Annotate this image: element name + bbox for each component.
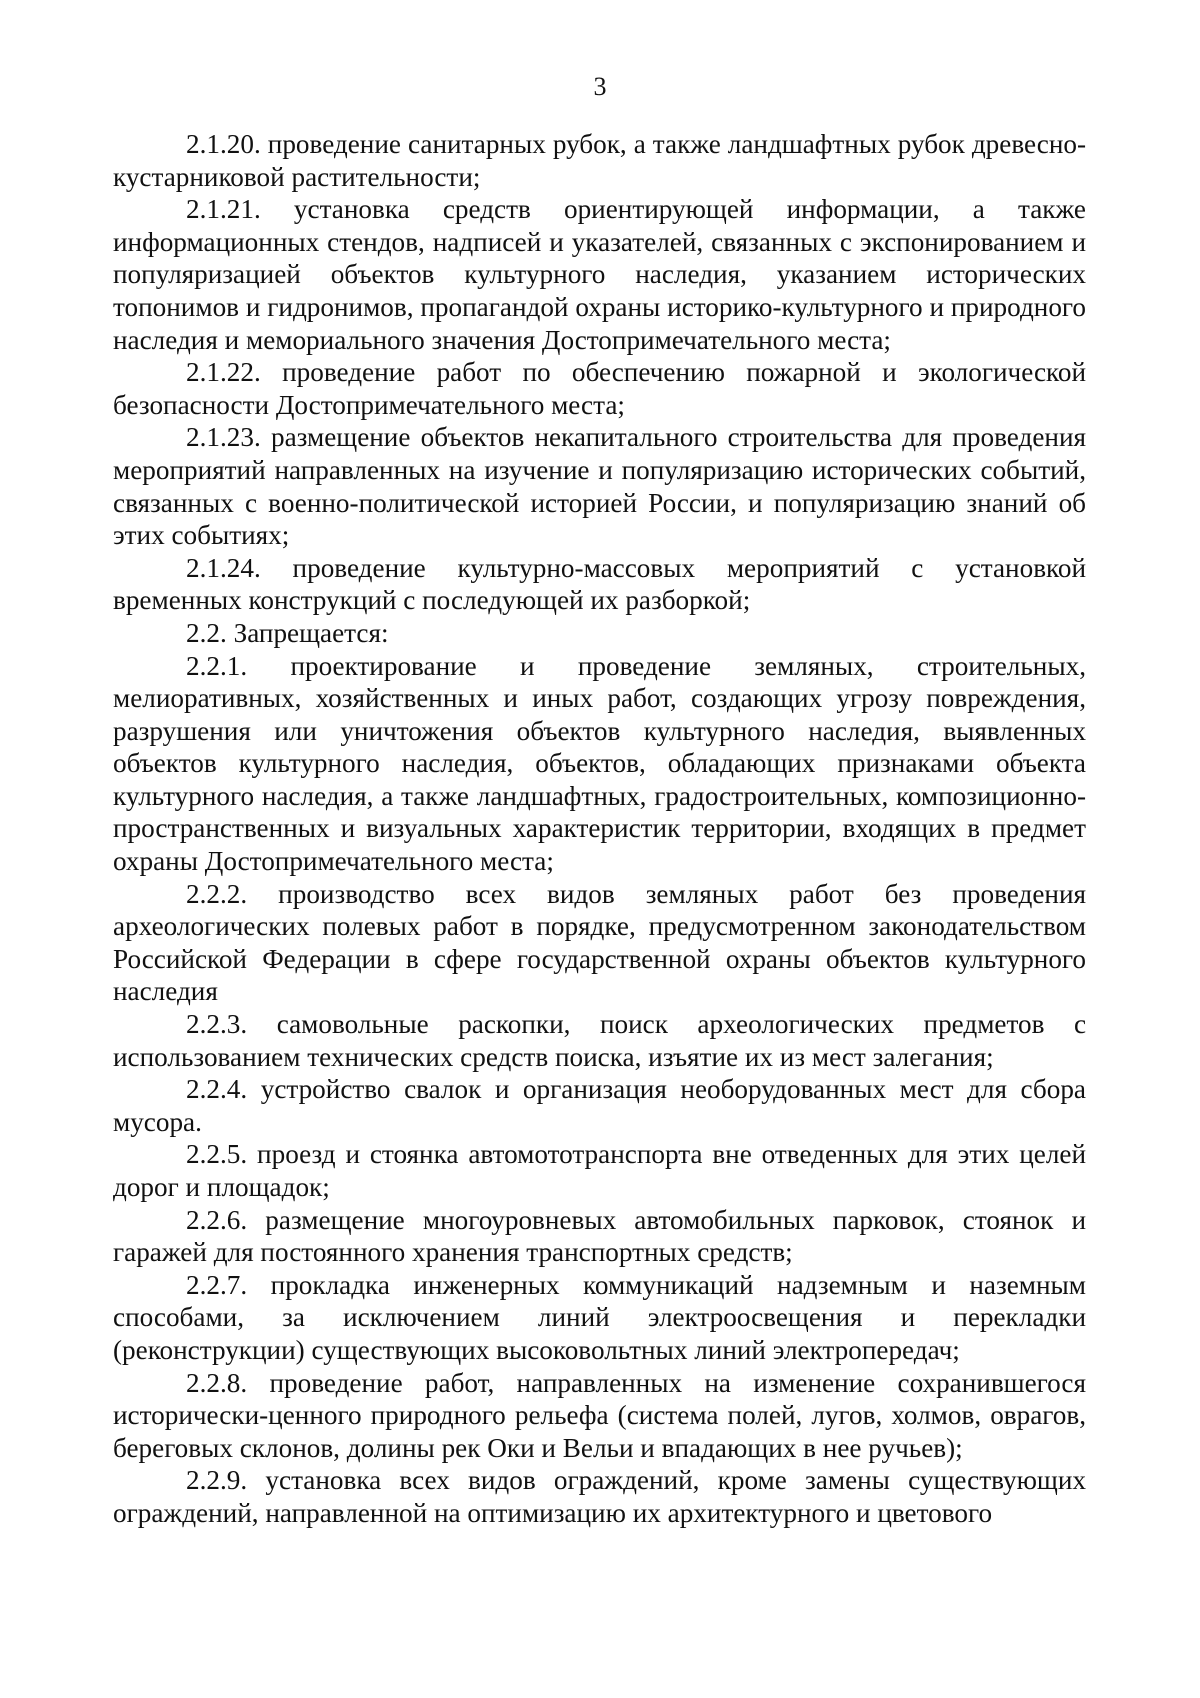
clause-number: 2.2.1. bbox=[186, 650, 248, 681]
clause-2-1-23 bbox=[113, 421, 1086, 551]
clause-text: проведение работ, направленных на изменение сохранившегося исторически-ценного природного рельефа (система полей, лугов, холмов, оврагов, береговых склонов, долины рек Оки и Вельи и впадающих в нее ручьев); bbox=[113, 1367, 1086, 1463]
clause-number: 2.1.24. bbox=[186, 552, 261, 583]
clause-text: Запрещается: bbox=[233, 617, 389, 648]
clause-text: самовольные раскопки, поиск археологических предметов с использованием технических средств поиска, изъятие их из мест залегания; bbox=[113, 1009, 1087, 1072]
clause-number: 2.1.20. bbox=[186, 129, 261, 159]
clause-text: проведение культурно-массовых мероприятий с установкой временных конструкций с последующей их разборкой; bbox=[113, 552, 1087, 616]
clause-text: устройство свалок и организация необорудованных мест для сбора мусора. bbox=[113, 1074, 1086, 1137]
clause-2-2-7 bbox=[113, 1269, 1086, 1367]
clause-number: 2.1.23. bbox=[186, 422, 261, 453]
clause-2-1-24 bbox=[113, 552, 1086, 617]
clause-text: размещение многоуровневых автомобильных парковок, стоянок и гаражей для постоянного хранения транспортных средств; bbox=[113, 1204, 1086, 1268]
clause-2-2-8 bbox=[113, 1367, 1086, 1465]
clause-text: проведение работ по обеспечению пожарной и экологической безопасности Достопримечательного места; bbox=[113, 357, 1087, 420]
clause-number: 2.1.21. bbox=[186, 194, 261, 225]
clause-number: 2.1.22. bbox=[186, 357, 261, 388]
page-number: 3 bbox=[593, 72, 607, 101]
clause-text: установка всех видов ограждений, кроме замены существующих ограждений, направленной на оптимизацию их архитектурного и цветового bbox=[113, 1465, 1087, 1528]
clause-number: 2.2.5. bbox=[186, 1139, 248, 1170]
clause-number: 2.2.6. bbox=[186, 1204, 248, 1235]
clause-2-1-21 bbox=[113, 193, 1086, 356]
clause-2-2-1 bbox=[113, 650, 1086, 878]
clause-text: производство всех видов земляных работ без проведения археологических полевых работ в порядке, предусмотренном законодательством Российской Федерации в сфере государственной охраны объектов культурного наследия bbox=[113, 878, 1087, 1007]
clause-text: размещение объектов некапитального строительства для проведения мероприятий направленных на изучение и популяризацию исторических событий, связанных с военно-политической историей России, и популяризацию знаний об этих событиях; bbox=[113, 422, 1086, 551]
clause-number: 2.2.9. bbox=[186, 1465, 248, 1496]
clause-number: 2.2.3. bbox=[186, 1009, 248, 1040]
clause-2-2 bbox=[113, 617, 1086, 650]
clause-2-1-22 bbox=[113, 356, 1086, 421]
clause-2-2-9 bbox=[113, 1464, 1086, 1529]
clause-number: 2.2.8. bbox=[186, 1367, 248, 1398]
clause-2-2-3 bbox=[113, 1008, 1086, 1073]
clause-number: 2.2.2. bbox=[186, 878, 248, 909]
clause-2-2-6 bbox=[113, 1204, 1086, 1269]
clause-2-2-4 bbox=[113, 1073, 1086, 1138]
clause-text: установка средств ориентирующей информации, а также информационных стендов, надписей и указателей, связанных с экспонированием и популяризацией объектов культурного наследия, указанием исторических топонимов и гидронимов, пропагандой охраны историко-культурного и природного наследия и мемориального значения Достопримечательного места; bbox=[113, 194, 1086, 355]
clause-number: 2.2.4. bbox=[186, 1074, 248, 1105]
clause-2-1-20 bbox=[113, 128, 1086, 193]
clause-text: прокладка инженерных коммуникаций надземным и наземным способами, за исключением линий электроосвещения и перекладки (реконструкции) существующих высоковольтных линий электропередач; bbox=[113, 1269, 1086, 1365]
clause-2-2-2 bbox=[113, 878, 1086, 1008]
document-body bbox=[113, 128, 1086, 1530]
clause-text: проведение санитарных рубок, а также ландшафтных рубок древесно-кустарниковой растительности; bbox=[113, 129, 1087, 192]
clause-number: 2.2.7. bbox=[186, 1269, 248, 1300]
clause-text: проектирование и проведение земляных, строительных, мелиоративных, хозяйственных и иных работ, создающих угрозу повреждения, разрушения или уничтожения объектов культурного наследия, выявленных объектов культурного наследия, объектов, обладающих признаками объекта культурного наследия, а также ландшафтных, градостроительных, композиционно-пространственных и визуальных характеристик территории, входящих в предмет охраны Достопримечательного места; bbox=[113, 650, 1086, 877]
clause-text: проезд и стоянка автомототранспорта вне отведенных для этих целей дорог и площадок; bbox=[113, 1139, 1087, 1202]
clause-2-2-5 bbox=[113, 1138, 1086, 1203]
clause-number: 2.2. bbox=[186, 617, 227, 648]
